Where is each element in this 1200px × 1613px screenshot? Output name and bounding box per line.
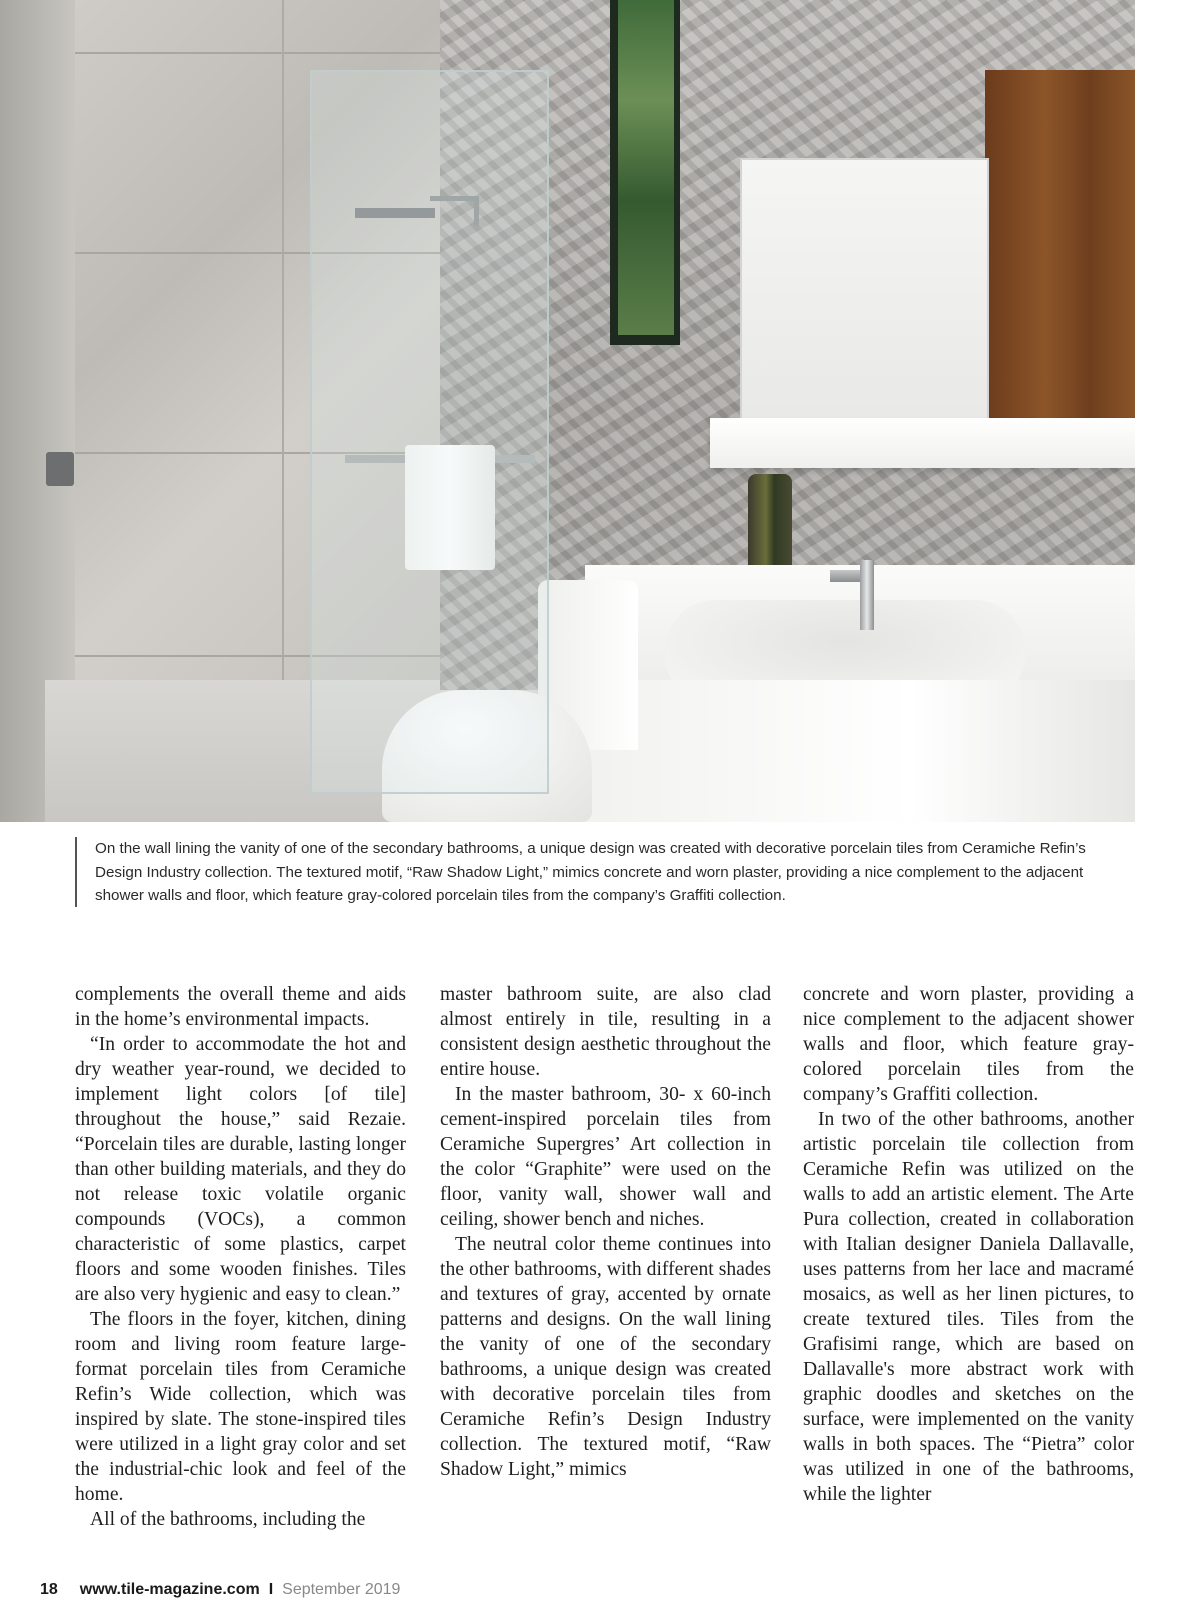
website-link[interactable]: www.tile-magazine.com: [79, 1581, 260, 1598]
photo-faucet: [860, 560, 874, 630]
photo-shelf: [710, 418, 1135, 468]
paragraph: The neutral color theme continues into the other bathrooms, with different shades and textures of gray, accented by ornate patterns and designs. On the wall lining the vanity of one of the secondary bathrooms, a unique design was created with decorative porcelain tiles from Ceramiche Refin’s Design Industry collection. The textured motif, “Raw Shadow Light,” mimics: [440, 1234, 771, 1480]
paragraph: The floors in the foyer, kitchen, dining room and living room feature large-format porcelain tiles from Ceramiche Refin’s Wide collection, which was inspired by slate. The stone-inspired tiles were utilized in a light gray color and set the industrial-chic look and feel of the home.: [75, 1309, 406, 1505]
paragraph: concrete and worn plaster, providing a nice complement to the adjacent shower walls and floor, which feature gray-colored porcelain tiles from the company’s Graffiti collection.: [803, 984, 1134, 1105]
paragraph: complements the overall theme and aids in the home’s environmental impacts.: [75, 984, 406, 1030]
photo-tile-joint: [282, 0, 284, 700]
article-column-2: [440, 982, 771, 1482]
paragraph: master bathroom suite, are also clad almost entirely in tile, resulting in a consistent design aesthetic throughout the entire house.: [440, 984, 771, 1080]
paragraph: In the master bathroom, 30- x 60-inch cement-inspired porcelain tiles from Ceramiche Supergres’ Art collection in the color “Graphite” were used on the floor, vanity wall, shower wall and ceiling, shower bench and niches.: [440, 1084, 771, 1230]
photo-mirror: [740, 158, 989, 434]
photo-caption: On the wall lining the vanity of one of the secondary bathrooms, a unique design was created with decorative porcelain tiles from Ceramiche Refin’s Design Industry collection. The textured motif, “Raw Shadow Light,” mimics concrete and worn plaster, providing a nice complement to the adjacent shower walls and floor, which feature gray-colored porcelain tiles from the company’s Graffiti collection.: [75, 837, 1120, 907]
photo-vanity-cabinet: [575, 680, 1135, 822]
article-body: [75, 982, 1134, 1530]
photo-glass-panel: [310, 70, 549, 794]
photo-wood-panel: [985, 70, 1135, 430]
photo-tile-joint: [75, 52, 460, 54]
footer-separator: I: [268, 1581, 274, 1598]
article-column-1: [75, 982, 406, 1532]
photo-window-greenery: [618, 0, 674, 335]
article-column-3: [803, 982, 1134, 1507]
paragraph: In two of the other bathrooms, another artistic porcelain tile collection from Ceramiche Refin was utilized on the walls to add an artistic element. The Arte Pura collection, created in collaboration with Italian designer Daniela Dallavalle, uses patterns from her lace and macramé mosaics, as well as her linen pictures, to create textured tiles. Tiles from the Grafisimi range, which are based on Dallavalle's more abstract work with graphic doodles and sketches on the surface, were implemented on the vanity walls in both spaces. The “Pietra” color was utilized in one of the bathrooms, while the lighter: [803, 1109, 1134, 1505]
issue-date: September 2019: [282, 1581, 401, 1598]
paragraph: “In order to accommodate the hot and dry weather year-round, we decided to implement light colors [of tile] throughout the house,” said Rezaie. “Porcelain tiles are durable, lasting longer than other building materials, and they do not release toxic volatile organic compounds (VOCs), a common characteristic of some plastics, carpet floors and some wooden finishes. Tiles are also very hygienic and easy to clean.”: [75, 1034, 406, 1305]
page-number: 18: [40, 1581, 58, 1598]
photo-shower-valve: [46, 452, 74, 486]
paragraph: All of the bathrooms, including the: [90, 1509, 366, 1530]
page-footer: [40, 1578, 400, 1602]
bathroom-photo: [0, 0, 1135, 822]
